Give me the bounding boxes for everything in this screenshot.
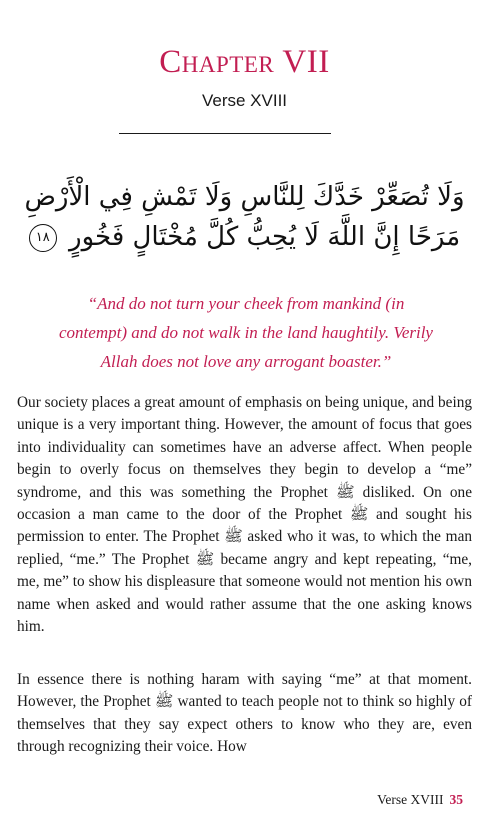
running-head: Verse XVIII xyxy=(377,792,444,807)
title-divider xyxy=(119,133,331,134)
body-paragraph-1: Our society places a great amount of emphasis on being unique, and being unique is a very important thing. However, the amount of focus that goes into individuality can sometimes have an adverse affect. When people begin to overly focus on themselves they begin to develop a “me” syndrome, and this was something the Prophet ﷺ disliked. On one occasion a man came to the door of the Prophet ﷺ and sought his permission to enter. The Prophet ﷺ asked who it was, to which the man replied, “me.” The Prophet ﷺ became angry and kept repeating, “me, me, me” to show his displeasure that someone would not mention his own name when asked and would rather assume that the one asking knows him. xyxy=(17,394,473,636)
verse-translation: “And do not turn your cheek from mankind (in contempt) and do not walk in the land haughtily. Verily Allah does not love any arrogant boaster.” xyxy=(59,294,433,371)
arabic-verse-text-2: مَرَحًا إِنَّ اللَّهَ لَا يُحِبُّ كُلَّ مُخْتَالٍ فَخُورٍ xyxy=(69,222,461,252)
page-footer xyxy=(377,791,463,809)
verse-number-marker: ١٨ xyxy=(29,224,57,252)
page-number: 35 xyxy=(449,792,463,807)
verse-label: Verse XVIII xyxy=(201,91,288,110)
body-paragraph-2: In essence there is nothing haram with saying “me” at that moment. However, the Prophet ﷺ wanted to teach people not to think so highly of themselves that they say expect others to know who they are, even through recognizing their voice. How xyxy=(17,671,472,756)
chapter-title: Chapter VII xyxy=(159,44,330,80)
arabic-verse-line-1 xyxy=(20,177,469,217)
arabic-verse-line-2 xyxy=(20,217,469,257)
arabic-verse-text-1: وَلَا تُصَعِّرْ خَدَّكَ لِلنَّاسِ وَلَا تَمْشِ فِي الْأَرْضِ xyxy=(24,182,465,212)
